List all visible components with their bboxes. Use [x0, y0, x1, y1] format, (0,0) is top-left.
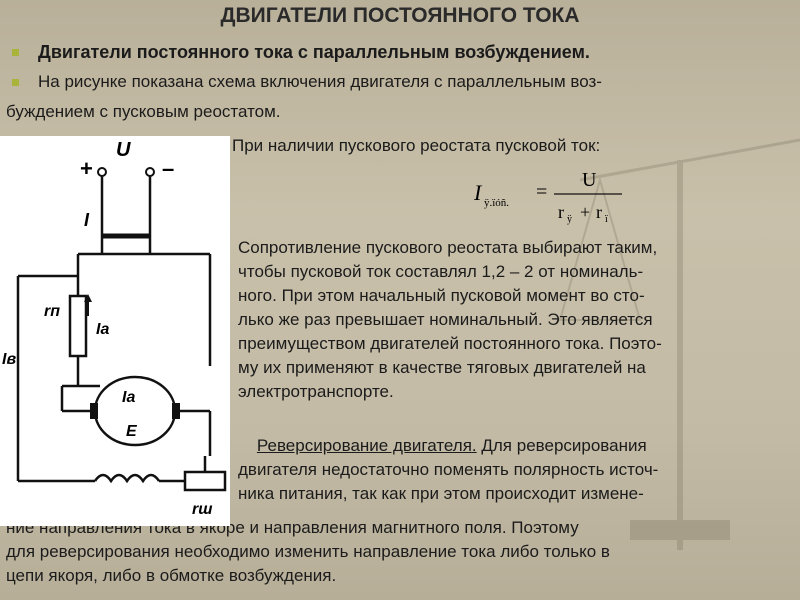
bullet-text-continued: буждением с пусковым реостатом.	[6, 102, 281, 121]
label-minus: –	[162, 156, 175, 181]
formula-den-a: r	[558, 202, 564, 222]
text-line: ние направления тока в якоре и направления магнитного поля. Поэтому	[6, 518, 579, 537]
formula-numerator: U	[582, 169, 597, 191]
page-title: ДВИГАТЕЛИ ПОСТОЯННОГО ТОКА	[220, 4, 580, 27]
text-line: преимуществом двигателей постоянного тока. Поэто-	[238, 334, 662, 353]
bullet-heading: Двигатели постоянного тока с параллельным возбуждением.	[38, 42, 590, 62]
start-current-formula	[470, 162, 630, 226]
formula-den-b: r	[596, 202, 602, 222]
bullet-marker	[12, 49, 19, 56]
text-fragment: Для реверсирования	[476, 436, 647, 455]
label-e: E	[126, 423, 137, 440]
paragraph-reversing	[238, 434, 790, 506]
text-line	[238, 434, 790, 458]
text-line: электротранспорте.	[238, 382, 394, 401]
text-line: ного. При этом начальный пусковой момент во сто-	[238, 286, 645, 305]
label-plus: +	[80, 156, 93, 181]
label-i: I	[84, 210, 90, 230]
formula-lhs: I	[474, 180, 482, 205]
label-iv: Iв	[2, 351, 17, 368]
label-ia-motor: Iа	[122, 389, 136, 406]
formula-lhs-sub: ÿ.ïóñ.	[484, 197, 510, 209]
paragraph-start-rheostat	[238, 236, 790, 404]
bullet-marker	[12, 79, 19, 86]
formula-den-b-sub: ï	[605, 214, 608, 225]
formula-equals: =	[536, 181, 548, 203]
text-line: цепи якоря, либо в обмотке возбуждения.	[6, 566, 337, 585]
text-line: двигателя недостаточно поменять полярность источ-	[238, 460, 659, 479]
formula-den-a-sub: ÿ	[567, 214, 572, 225]
label-ia: Iа	[96, 321, 110, 338]
paragraph-reversing-cont	[6, 516, 796, 588]
reversing-heading: Реверсирование двигателя.	[256, 436, 477, 455]
formula-plus: +	[580, 202, 591, 222]
label-rsh: rш	[192, 501, 213, 518]
shunt-motor-schematic	[0, 136, 230, 526]
text-line: му их применяют в качестве тяговых двигателей на	[238, 358, 646, 377]
formula-intro: При наличии пускового реостата пусковой ток:	[232, 136, 601, 155]
text-line: Сопротивление пускового реостата выбирают таким,	[238, 238, 658, 257]
label-rp: rп	[44, 303, 60, 320]
text-line: ника питания, так как при этом происходит измене-	[238, 484, 644, 503]
label-u: U	[116, 139, 131, 161]
bullet-text: На рисунке показана схема включения двигателя с параллельным воз-	[38, 72, 602, 91]
text-line: для реверсирования необходимо изменить направление тока либо только в	[6, 542, 610, 561]
text-line: чтобы пусковой ток составлял 1,2 – 2 от номиналь-	[238, 262, 644, 281]
text-line: лько же раз превышает номинальный. Это является	[238, 310, 653, 329]
